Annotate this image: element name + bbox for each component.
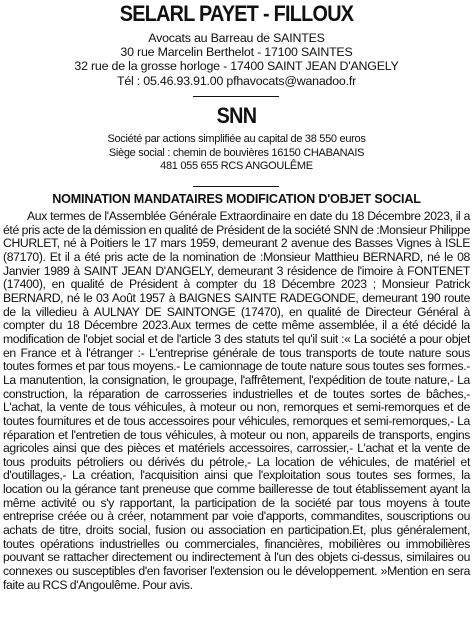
company-legal-form: Société par actions simplifiée au capital de 38 550 euros	[107, 133, 366, 145]
firm-bar-line: Avocats au Barreau de SAINTES	[148, 31, 325, 45]
company-registered-office: Siège social : chemin de bouvières 16150 CHABANAIS	[108, 146, 365, 159]
company-name: SNN	[216, 103, 257, 128]
divider-rule	[193, 186, 279, 187]
notice-body: Aux termes de l'Assemblée Générale Extraordinaire en date du 18 Décembre 2023, il a été pris acte de la démission en qualité de Président de la société SNN de :Monsieur Philippe CHURLET, né à Poitiers le 17 mars 1959, demeurant 2 avenue des Basses Vignes à ISLE (87170). Et il a été pris acte de la nomination de :Monsieur Matthieu BERNARD, né le 08 Janvier 1989 à SAINT JEAN D'ANGELY, demeurant 3 résidence de l'imoire à FONTENET (17400), en qualité de Président à compter du 18 Décembre 2023 ; Monsieur Patrick BERNARD, né le 03 Août 1957 à BAIGNES SAINTE RADEGONDE, demeurant 190 route de la villedieu à AULNAY DE SAINTONGE (17470), en qualité de Directeur Général à compter du 18 Décembre 2023.Aux termes de cette même assemblée, il a été décidé la modification de l'objet social et de l'article 3 des statuts tel qu'il suit :« La société a pour objet en France et à l'étranger :- L'entreprise générale de tous transports de toute nature sous toutes formes et par tous moyens.- Le camionnage de toute nature sous toutes ses formes.- La manutention, la consignation, le groupage, l'affrêtement, l'expédition de toute nature,- La construction, la réparation de carrosseries industrielles et de toutes sortes de bâches,- L'achat, la vente de tous véhicules, à moteur ou non, remorques et semi-remorques et de toutes fournitures et de tous accessoires pour véhicules, remorques et semi-remorques,- La réparation et l'entretien de tous véhicules, à moteur ou non, appareils de transports, engins agricoles ainsi que des pièces et matériels accessoires, carrossier,- L'achat et la vente de tous produits pétroliers ou dérivés du pétrole,- La location de véhicules, de matériel et d'outillages,- La création, l'acquisition ainsi que l'exploitation sous toutes ses formes, la location ou la gérance tant preneuse que comme bailleresse de tout établissement ayant la même activité ou s'y rapportant, la participation de la société par tous moyens à toute entreprise créée ou à créer, notamment par voie d'apports, commandites, souscriptions ou achats de titre, droits social, fusion ou association en participation.Et, plus généralement, toutes opérations industrielles ou commerciales, financières, mobilières ou immobilières pouvant se rattacher directement ou indirectement à l'un des objets ci-dessus, similaires ou connexes ou susceptibles d'en favoriser l'extension ou le développement. »Mention en sera faite au RCS d'Angoulême. Pour avis.	[3, 209, 470, 592]
firm-details	[0, 31, 473, 88]
company-registration: 481 055 655 RCS ANGOULÊME	[160, 160, 313, 173]
divider-rule	[193, 96, 279, 97]
company-details	[0, 133, 473, 174]
notice-title: NOMINATION MANDATAIRES MODIFICATION D'OBJET SOCIAL	[52, 192, 421, 206]
firm-name: SELARL PAYET - FILLOUX	[119, 1, 354, 26]
firm-address-saintes: 30 rue Marcelin Berthelot - 17100 SAINTES	[120, 45, 353, 60]
firm-contact-line: Tél : 05.46.93.91.00 pfhavocats@wanadoo.fr	[116, 73, 357, 88]
firm-address-saint-jean: 32 rue de la grosse horloge - 17400 SAINT JEAN D'ANGELY	[74, 59, 399, 74]
